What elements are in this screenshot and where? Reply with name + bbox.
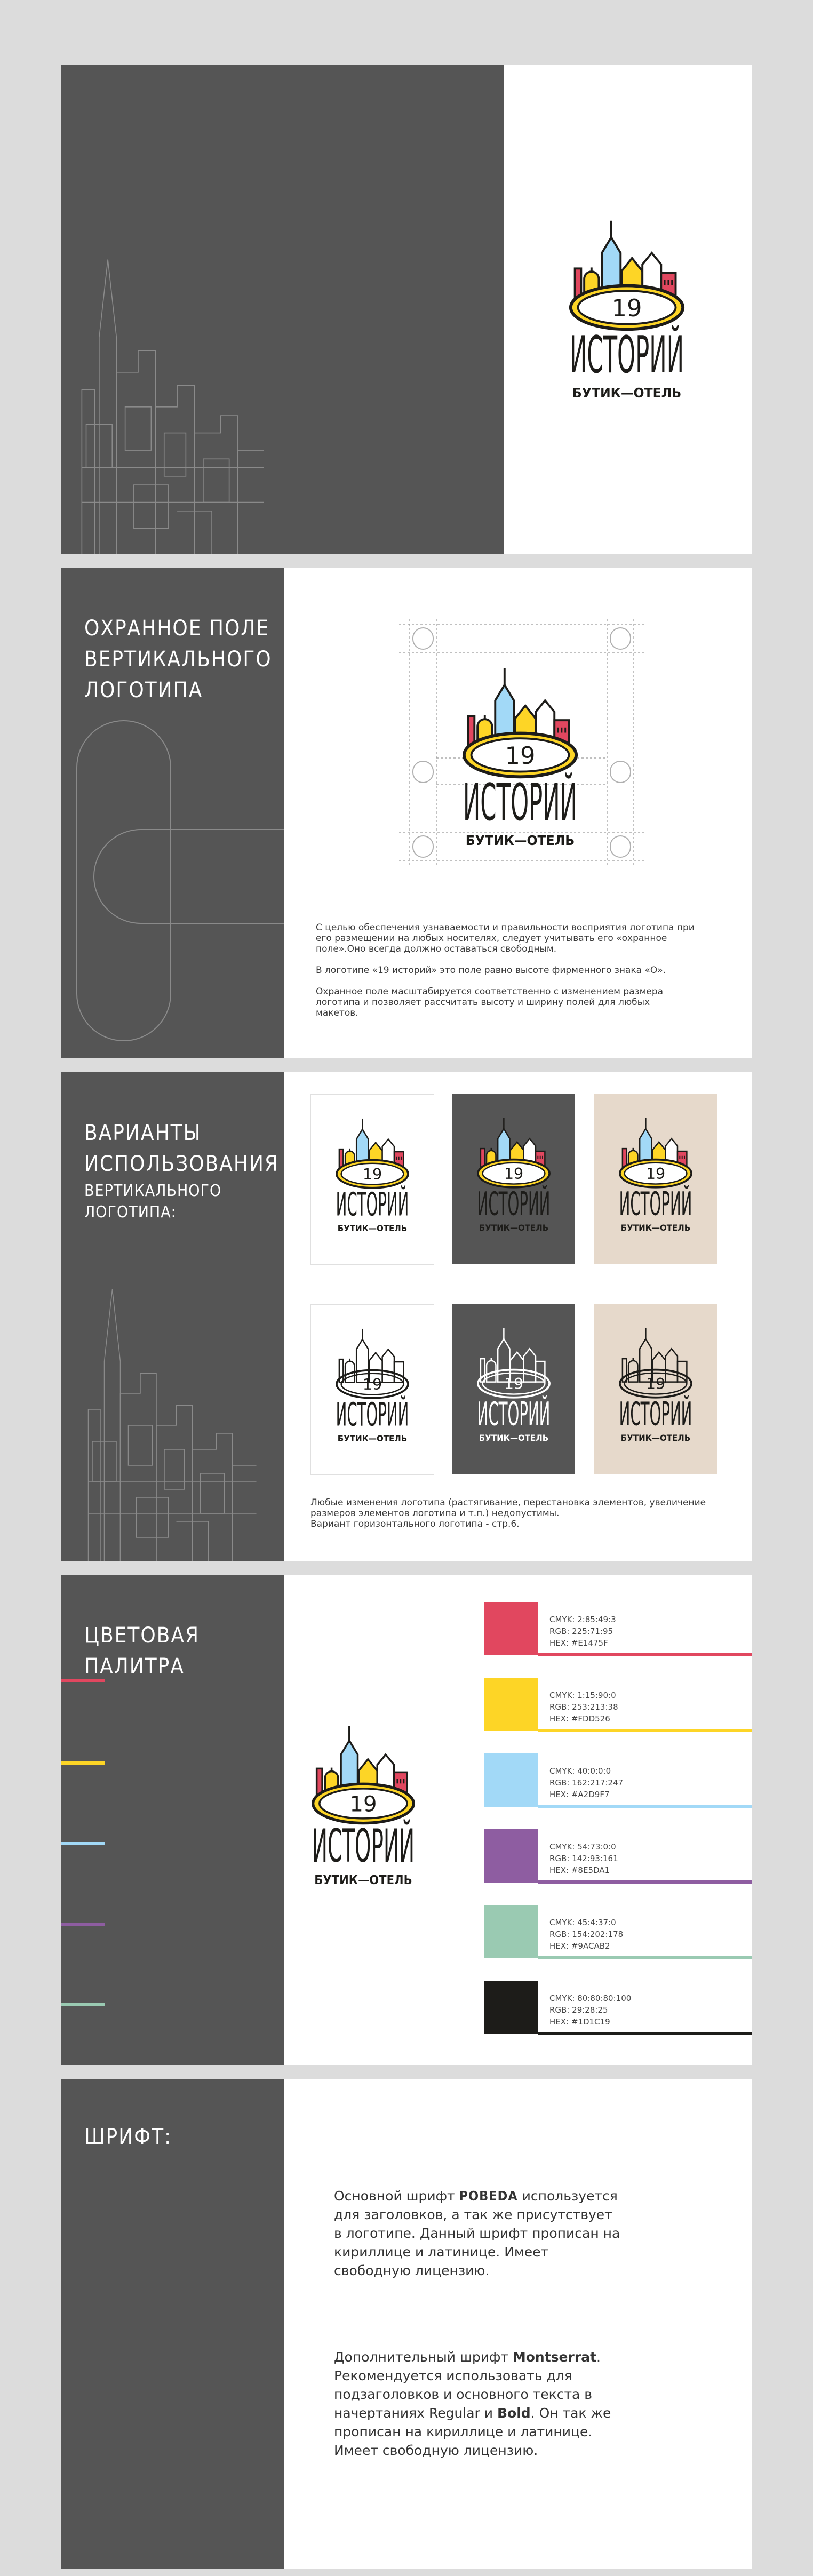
main-font-description (334, 2187, 622, 2280)
font-white-panel (284, 2079, 752, 2569)
clearspace-dark-panel (61, 568, 284, 1058)
color-swatch-values (549, 1917, 623, 1952)
palette-tick (61, 1761, 105, 1765)
color-value-cmyk: CMYK: 40:0:0:0 (549, 1766, 611, 1776)
logo-variant-beige-bg (594, 1094, 717, 1264)
color-value-rgb: RGB: 142:93:161 (549, 1854, 618, 1863)
palette-tick (61, 2003, 105, 2006)
color-value-hex: HEX: #A2D9F7 (549, 1790, 610, 1799)
color-swatch (484, 1829, 538, 1883)
page-title: ШРИФТ: (84, 2125, 172, 2149)
clearspace-o-shape-decoration (61, 568, 284, 1058)
color-swatch-underline (538, 2032, 752, 2035)
cover-dark-panel (61, 65, 504, 554)
color-swatch-row (484, 1829, 752, 1885)
palette-white-panel (284, 1575, 752, 2065)
color-value-rgb: RGB: 162:217:247 (549, 1778, 624, 1788)
color-swatch-underline (538, 1653, 752, 1656)
logo-outline-beige-bg (594, 1304, 717, 1474)
color-value-hex: HEX: #1D1C19 (549, 2017, 610, 2027)
clearspace-white-panel (284, 568, 752, 1058)
palette-slide (61, 1575, 752, 2065)
clearspace-paragraph-1: С целью обеспечения узнаваемости и правильности восприятия логотипа при его размещении на любых носителях, следует учитывать его «охранное поле».Оно всегда должно оставаться свободным. (316, 922, 695, 954)
color-swatch-row (484, 1753, 752, 1809)
font-dark-panel (61, 2079, 284, 2569)
logo-outline-dark-bg (452, 1304, 575, 1474)
color-swatch-values (549, 1841, 618, 1876)
secondary-font-name: Montserrat (512, 2349, 596, 2365)
color-swatch (484, 1678, 538, 1731)
color-swatch-underline (538, 1880, 752, 1884)
color-value-cmyk: CMYK: 1:15:90:0 (549, 1690, 616, 1700)
variants-dark-panel (61, 1072, 284, 1561)
color-swatch (484, 1905, 538, 1958)
color-value-hex: HEX: #9ACAB2 (549, 1941, 610, 1951)
city-skyline-decoration (61, 1241, 284, 1561)
color-value-hex: HEX: #8E5DA1 (549, 1865, 610, 1875)
color-value-rgb: RGB: 225:71:95 (549, 1626, 613, 1636)
color-value-hex: HEX: #E1475F (549, 1638, 608, 1648)
palette-tick (61, 1923, 105, 1926)
color-value-rgb: RGB: 154:202:178 (549, 1929, 624, 1939)
variants-white-panel (284, 1072, 752, 1561)
color-swatch-list (484, 1602, 752, 2050)
main-font-text-pre: Основной шрифт (334, 2188, 459, 2204)
secondary-font-text-post: . Он так же прописан на кириллице и латинице. Имеет свободную лицензию. (334, 2405, 611, 2458)
color-swatch-underline (538, 1805, 752, 1808)
variants-slide (61, 1072, 752, 1561)
clearspace-paragraph-2: В логотипе «19 историй» это поле равно высоте фирменного знака «О». (316, 965, 666, 976)
hotel-logo-color (458, 664, 583, 862)
palette-dark-panel (61, 1575, 284, 2065)
color-swatch-values (549, 1765, 623, 1800)
color-swatch-values (549, 1689, 618, 1725)
hotel-logo-color (564, 217, 689, 414)
color-swatch-row (484, 1905, 752, 1960)
cover-slide (61, 65, 752, 554)
logo-variant-white-bg (310, 1094, 434, 1265)
color-value-cmyk: CMYK: 54:73:0:0 (549, 1842, 616, 1852)
secondary-font-text-pre: Дополнительный шрифт (334, 2349, 513, 2365)
color-swatch-underline (538, 1956, 752, 1959)
color-swatch-underline (538, 1729, 752, 1732)
page-title: ВАРИАНТЫ ИСПОЛЬЗОВАНИЯ (84, 1121, 279, 1176)
palette-tick (61, 1842, 105, 1845)
main-font-text-post: используется для заголовков, а так же присутствует в логотипе. Данный шрифт прописан на кириллице и латинице. Имеет свободную лицензию. (334, 2188, 620, 2278)
secondary-font-description (334, 2348, 622, 2460)
city-skyline-decoration (61, 208, 285, 554)
color-swatch (484, 1753, 538, 1807)
color-swatch (484, 1602, 538, 1655)
color-swatch-values (549, 1614, 616, 1649)
secondary-font-bold-word: Bold (497, 2405, 531, 2421)
color-value-cmyk: CMYK: 2:85:49:3 (549, 1615, 616, 1624)
page-subtitle: ВЕРТИКАЛЬНОГО ЛОГОТИПА: (84, 1182, 222, 1222)
page-title: ЦВЕТОВАЯ ПАЛИТРА (84, 1623, 200, 1679)
color-value-cmyk: CMYK: 45:4:37:0 (549, 1918, 616, 1927)
color-value-hex: HEX: #FDD526 (549, 1714, 610, 1724)
cover-white-panel (504, 65, 752, 554)
font-slide (61, 2079, 752, 2569)
color-value-cmyk: CMYK: 80:80:80:100 (549, 1993, 632, 2003)
color-value-rgb: RGB: 253:213:38 (549, 1702, 618, 1712)
clearspace-paragraph-3: Охранное поле масштабируется соответственно с изменением размера логотипа и позволяет рассчитать высоту и ширину полей для любых макетов. (316, 986, 664, 1018)
color-swatch-row (484, 1602, 752, 1657)
clearspace-description (316, 922, 700, 1018)
color-swatch-row (484, 1981, 752, 2036)
clearspace-slide (61, 568, 752, 1058)
color-swatch (484, 1981, 538, 2034)
main-font-name: POBEDA (459, 2188, 518, 2204)
secondary-font-text-mid: . Рекомендуется использовать для подзаголовков и основного текста в начертаниях Regular и (334, 2349, 601, 2421)
hotel-logo-color (307, 1722, 419, 1899)
page-title: ОХРАННОЕ ПОЛЕ ВЕРТИКАЛЬНОГО ЛОГОТИПА (84, 616, 272, 703)
variants-note: Любые изменения логотипа (растягивание, перестановка элементов, увеличение размеров элементов логотипа и т.п.) недопустимы. Вариант горизонтального логотипа - стр.6. (310, 1497, 706, 1529)
color-swatch-row (484, 1678, 752, 1733)
logo-variant-dark-bg (452, 1094, 575, 1264)
color-swatch-values (549, 1992, 631, 2028)
logo-outline-white-bg (310, 1304, 434, 1475)
palette-tick (61, 1679, 105, 1682)
color-value-rgb: RGB: 29:28:25 (549, 2005, 608, 2015)
